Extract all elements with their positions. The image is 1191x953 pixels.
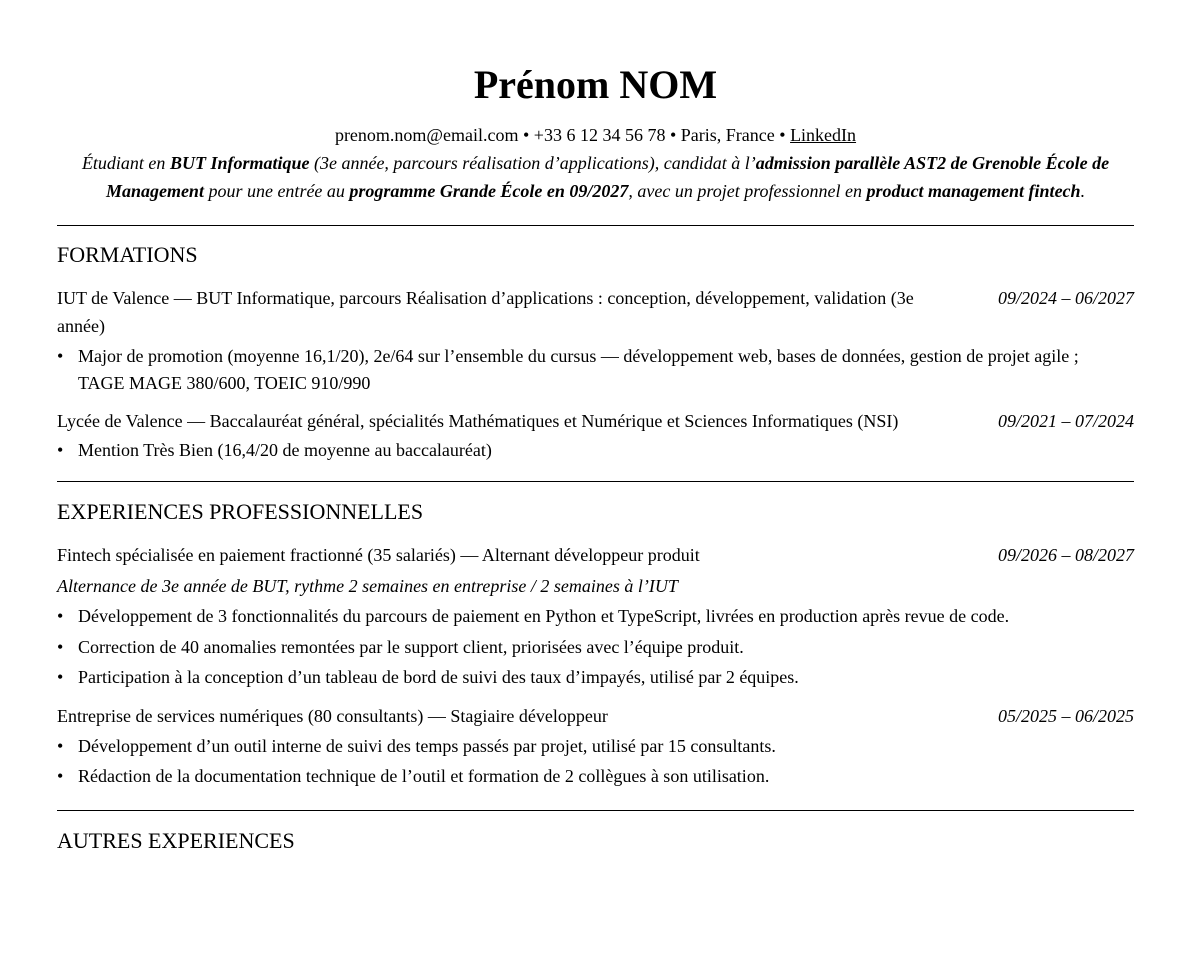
section-divider: [57, 481, 1134, 482]
linkedin-link[interactable]: LinkedIn: [790, 125, 857, 145]
contact-line: [57, 123, 1134, 147]
entry-date: 09/2021 – 07/2024: [997, 411, 1134, 431]
experience-entry: [57, 541, 1134, 691]
separator: •: [518, 125, 534, 145]
separator: •: [774, 125, 791, 145]
entry-heading: Fintech spécialisée en paiement fractionné (35 salariés) — Alternant développeur produit: [57, 545, 700, 565]
list-item: • Major de promotion (moyenne 16,1/20), 2e/64 sur l’ensemble du cursus — développement web, bases de données, gestion de projet agile ; TAGE MAGE 380/600, TOEIC 910/990: [57, 343, 1134, 397]
summary-bold: BUT Informatique: [169, 153, 310, 173]
section-divider: [57, 225, 1134, 226]
list-item: • Rédaction de la documentation technique de l’outil et formation de 2 collègues à son utilisation.: [57, 763, 1134, 790]
section-title: EXPERIENCES PROFESSIONNELLES: [57, 499, 424, 524]
education-entry: [57, 284, 1134, 397]
entry-header: [57, 407, 1134, 435]
list-item: • Développement de 3 fonctionnalités du parcours de paiement en Python et TypeScript, livrées en production après revue de code.: [57, 603, 1134, 630]
bullet-list: [57, 603, 1134, 691]
entry-heading: Lycée de Valence — Baccalauréat général, spécialités Mathématiques et Numérique et Sciences Informatiques (NSI): [57, 411, 899, 431]
summary-text: pour une entrée au: [203, 181, 350, 201]
entry-header: [57, 702, 1134, 730]
summary-text: , avec un projet professionnel en: [628, 181, 867, 201]
education-entry: [57, 407, 1134, 464]
separator: •: [665, 125, 681, 145]
entry-header: [57, 541, 1134, 569]
entry-date: 09/2024 – 06/2027: [997, 288, 1134, 308]
candidate-name: Prénom NOM: [473, 62, 718, 107]
list-item: • Participation à la conception d’un tableau de bord de suivi des taux d’impayés, utilisé par 2 équipes.: [57, 664, 1134, 691]
experiences-section: [57, 499, 1134, 790]
bullet-list: [57, 733, 1134, 790]
summary-bold: product management fintech: [866, 181, 1081, 201]
profile-summary: [57, 149, 1134, 205]
formations-section: [57, 242, 1134, 464]
bullet-list: [57, 437, 1134, 464]
summary-text: Étudiant en: [81, 153, 170, 173]
entry-heading: IUT de Valence — BUT Informatique, parcours Réalisation d’applications : conception, développement, validation (3e année): [57, 288, 914, 336]
entry-heading: Entreprise de services numériques (80 consultants) — Stagiaire développeur: [57, 706, 608, 726]
section-title: FORMATIONS: [57, 242, 198, 267]
email-text: prenom.nom@email.com: [334, 125, 519, 145]
location-text: Paris, France: [680, 125, 775, 145]
section-divider: [57, 810, 1134, 811]
section-title: AUTRES EXPERIENCES: [57, 828, 295, 853]
entry-header: [57, 284, 1134, 340]
summary-text: .: [1080, 181, 1086, 201]
bullet-list: [57, 343, 1134, 397]
experience-entry: [57, 702, 1134, 790]
entry-date: 05/2025 – 06/2025: [997, 706, 1134, 726]
summary-text: (3e année, parcours réalisation d’applications), candidat à l’: [309, 153, 756, 173]
list-item: • Correction de 40 anomalies remontées par le support client, priorisées avec l’équipe produit.: [57, 634, 1134, 661]
phone-text: +33 6 12 34 56 78: [533, 125, 666, 145]
summary-bold: admission parallèle AST2 de Grenoble École de Management: [105, 153, 1110, 201]
entry-date: 09/2026 – 08/2027: [997, 545, 1134, 565]
other-experiences-section: [57, 828, 1134, 854]
list-item: • Développement d’un outil interne de suivi des temps passés par projet, utilisé par 15 consultants.: [57, 733, 1134, 760]
summary-bold: programme Grande École en 09/2027: [349, 181, 629, 201]
entry-subtitle: Alternance de 3e année de BUT, rythme 2 semaines en entreprise / 2 semaines à l’IUT: [57, 576, 678, 596]
list-item: • Mention Très Bien (16,4/20 de moyenne au baccalauréat): [57, 437, 1134, 464]
